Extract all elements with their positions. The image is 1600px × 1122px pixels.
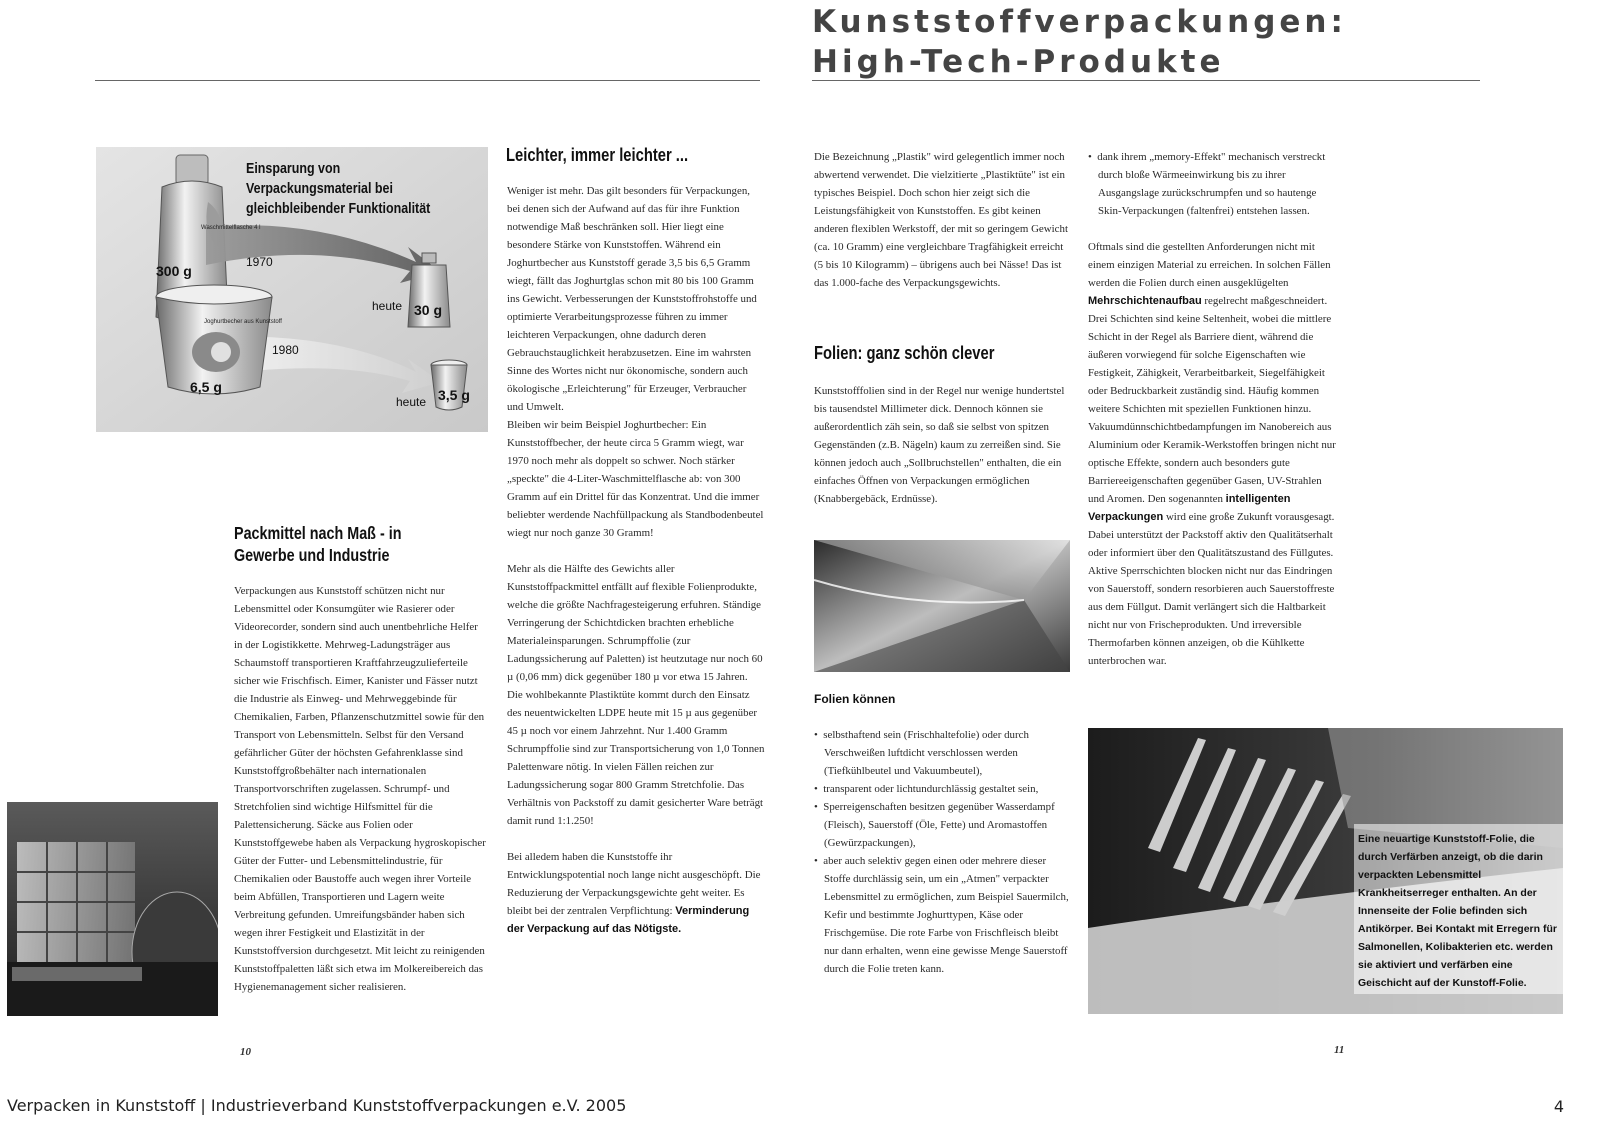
right-page-rule xyxy=(812,80,1480,81)
right-col1-mid-text xyxy=(814,382,1072,508)
right-col2-p-c: wird eine große Zukunft vorausgesagt. Dabei unterstützt der Packstoff aktiv den Qualitätserhalt oder informiert über den Qualitätszustand des Füllgutes. Aktive Sperrschichten blocken nicht nur das Eindringen von Sauerstoff, sondern resorbieren auch Sauerstoffreste aus dem Füllgut. Damit verlängert sich die Haltbarkeit nicht nur von Frischeprodukten. Und irreversible Thermofarben können anzeigen, ob die Kühlkette unterbrochen war. xyxy=(1088,511,1335,667)
folien-bullet-4: • aber auch selektiv gegen einen oder mehrere dieser Stoffe durchlässig sein, um ein „Atmen" verpackter Lebensmittel zu ermöglichen, zum Beispiel Sauermilch, Kefir und bestimmte Joghurttypen, Käse oder Frischgemüse. Die rote Farbe von Frischfleisch bleibt nur dann erhalten, wenn eine gewisse Menge Sauerstoff durch die Folie treten kann. xyxy=(814,852,1072,978)
foil-photo-graphic xyxy=(814,540,1070,672)
folien-koennen-subhead: Folien können xyxy=(814,692,896,706)
folien-bullet-3: • Sperreigenschaften besitzen gegenüber Wasserdampf (Fleisch), Sauerstoff (Öle, Fette) und Aromastoffen (Gewürzpackungen), xyxy=(814,798,1072,852)
year-1970: 1970 xyxy=(246,255,273,269)
foil-photo xyxy=(814,540,1070,672)
page-headline xyxy=(812,2,1452,82)
middle-p4-bold: Verminderung der Verpackung auf das Nötigste. xyxy=(507,905,750,935)
packmittel-paragraph: Verpackungen aus Kunststoff schützen nicht nur Lebensmittel oder Konsumgüter wie Rasierer oder Videorecorder, sondern sind auch unentbehrliche Helfer in der Logistikkette. Mehrweg-Ladungsträger aus Schaumstoff transportieren Kraftfahrzeugzulieferteile sicher wie Frischfisch. Eimer, Kanister und Fässer nutzt die Industrie als Einweg- und Mehrweggebinde für Chemikalien, Farben, Pflanzenschutzmittel sowie für den Transport von Lebensmitteln. Selbst für den Versand gefährlicher Güter der höchsten Gefahrenklasse sind Kunststoffgroßbehälter nach internationalen Transportvorschriften zugelassen. Schrumpf- und Stretchfolien sind wichtige Hilfsmittel für die Palettensicherung. Säcke aus Folien oder Kunststoffgewebe haben als Verpackung hygroskopischer Güter der Futter- und Lebensmittelindustrie, für Chemikalien oder Baustoffe auch wegen ihrer Vorteile beim Abfüllen, Transportieren und Lagern weite Verbreitung gefunden. Umreifungsbänder haben sich wegen ihrer Festigkeit und Elastizität in der Kunststoffversion durchgesetzt. Mit leicht zu reinigenden Kunststoffpaletten läßt sich etwa im Molkereibereich das Hygienemanagement sicher realisieren. xyxy=(234,585,486,993)
right-col1-p1: Die Bezeichnung „Plastik" wird gelegentlich immer noch abwertend verwendet. Die vielzitierte „Plastiktüte" ist ein typisches Beispiel. Doch schon hier zeigt sich die Leistungsfähigkeit von Kunststoffen. Es gibt keinen anderen flexiblen Werkstoff, der mit so geringem Gewicht (ca. 10 Gramm) eine vergleichbare Tragfähigkeit erreicht (5 bis 10 Kilogramm) – übrigens auch bei Nässe! Das ist das 1.000-fache des Verpackungsgewichts. xyxy=(814,151,1068,289)
middle-p3: Mehr als die Hälfte des Gewichts aller Kunststoffpackmittel entfällt auf flexible Folienprodukte, welche die größte Nachfragesteigerung erfuhren. Ständige Verringerung der Schichtdicken brachten erhebliche Materialeinsparungen. Schrumpffolie (zur Ladungssicherung auf Paletten) ist heutzutage nur noch 60 µ (0,06 mm) dick gegenüber 180 µ vor etwa 15 Jahren. Die wohlbekannte Plastiktüte kommt durch den Einsatz des neuentwickelten LDPE heute mit 15 µ aus gegenüber 45 µ noch vor einem Jahrzehnt. Nur 1.400 Gramm Schrumpffolie sind zur Transportsicherung von 1,0 Tonnen Palettenware nötig. In vielen Fällen reichen zur Ladungssicherung sogar 800 Gramm Stretchfolie. Das Verhältnis von Packstoff zu damit gesicherter Ware beträgt damit rund 1:1.250! xyxy=(507,563,765,827)
folien-heading: Folien: ganz schön clever xyxy=(814,343,995,363)
middle-p1: Weniger ist mehr. Das gilt besonders für Verpackungen, bei denen sich der Aufwand auf das für ihre Funktion notwendige Maß beschränken soll. Hier liegt eine besondere Stärke von Kunststoffen. Während ein Joghurtbecher aus Kunststoff gerade 3,5 bis 6,5 Gramm wiegt, fällt das Joghurtglas schon mit 80 bis 100 Gramm ins Gewicht. Verbesserungen der Kunststoffrohstoffe und optimierte Verarbeitungsprozesse führen zu immer leichteren Verpackungen, ohne dadurch deren Gebrauchstauglichkeit herabzusetzen. Eine im wahrsten Sinne des Wortes nicht nur ökonomische, sondern auch ökologische „Erleichterung" für Erzeuger, Verbraucher und Umwelt. xyxy=(507,185,757,413)
left-page-rule xyxy=(95,80,760,81)
year-1980: 1980 xyxy=(272,343,299,357)
mehrschicht-bold: Mehrschichtenaufbau xyxy=(1088,295,1202,307)
middle-p4: Bei alledem haben die Kunststoffe ihr Entwicklungspotential noch lange nicht ausgeschöpft. Die Reduzierung der Verpackungsgewichte geht weiter. Es bleibt bei der zentralen Verpflichtung: xyxy=(507,851,761,917)
leichter-heading: Leichter, immer leichter ... xyxy=(506,145,689,165)
heute-label-1: heute xyxy=(372,299,403,313)
intelligent-bold: intelligenten Verpackungen xyxy=(1088,493,1291,523)
yogurt-cup-icon xyxy=(156,285,272,394)
small-bottle-weight: 30 g xyxy=(414,302,443,318)
cup-weight: 6,5 g xyxy=(190,379,222,395)
folien-bullet-2: • transparent oder lichtundurchlässig gestaltet sein, xyxy=(814,780,1072,798)
bottle-weight: 300 g xyxy=(156,263,192,279)
page-number-right: 11 xyxy=(1334,1044,1345,1056)
bottle-label: Waschmittelflasche 4 l xyxy=(201,225,261,231)
cup-label: Joghurtbecher aus Kunststoff xyxy=(204,319,282,325)
middle-column-text xyxy=(507,182,765,938)
packmittel-heading: Packmittel nach Maß - in Gewerbe und Industrie xyxy=(234,523,402,565)
container-photo-graphic xyxy=(7,802,218,1016)
folien-bullet-list xyxy=(814,726,1072,996)
memory-effekt-bullet: • dank ihrem „memory-Effekt" mechanisch verstreckt durch bloße Wärmeeinwirkung bis zu ihrer Ausgangslage zurückschrumpfen und so hautenge Skin-Verpackungen (faltenfrei) entstehen lassen. xyxy=(1088,148,1340,220)
page-number-left: 10 xyxy=(240,1046,251,1058)
folien-bullet-1: • selbsthaftend sein (Frischhaltefolie) oder durch Verschweißen luftdicht verschlossen werden (Tiefkühlbeutel und Vakuumbeutel), xyxy=(814,726,1072,780)
container-photo xyxy=(7,802,218,1016)
left-column-text xyxy=(234,582,486,996)
right-col1-p2: Kunststofffolien sind in der Regel nur wenige hundertstel bis tausendstel Millimeter dick. Dennoch können sie außerordentlich zäh sein, so daß sie selbst von spitzen Gegenständen (z.B. Nägeln) kaum zu zerreißen sind. Sie können jedoch auch „Sollbruchstellen" enthalten, die ein einfaches Öffnen von Verpackungen ermöglichen (Knabbergebäck, Erdnüsse). xyxy=(814,385,1065,505)
headline-line-1: Kunststoffverpackungen: xyxy=(812,4,1347,40)
right-col1-top-text xyxy=(814,148,1072,292)
small-cup-weight: 3,5 g xyxy=(438,387,470,403)
headline-line-2: High-Tech-Produkte xyxy=(812,44,1225,80)
slide-number: 4 xyxy=(1553,1097,1564,1116)
right-col2-text xyxy=(1088,148,1340,670)
right-col2-p-a: Oftmals sind die gestellten Anforderungen nicht mit einem einzigen Material zu erreichen. In solchen Fällen werden die Folien durch einen ausgeklügelten xyxy=(1088,241,1331,289)
material-savings-figure xyxy=(96,147,488,432)
right-col2-p-b: regelrecht maßgeschneidert. Drei Schichten sind keine Seltenheit, wobei die mittlere Schicht in der Regel als Barriere dient, während die äußeren vorwiegend für solche Eigenschaften wie Festigkeit, Zähigkeit, Verarbeitbarkeit, Siegelfähigkeit oder Bedruckbarkeit zuständig sind. Häufig kommen weitere Schichten mit speziellen Funktionen hinzu. Vakuumdünnschichtbedampfungen im Nanobereich aus Aluminium oder Keramik-Werkstoffen bringen nicht nur optische Effekte, sondern auch besonders gute Barriereeigenschaften gegenüber Gasen, UV-Strahlen und Aromen. Den sogenannten xyxy=(1088,295,1336,505)
middle-p2: Bleiben wir beim Beispiel Joghurtbecher: Ein Kunststoffbecher, der heute circa 5 Gramm wiegt, war 1970 noch mehr als doppelt so schwer. Noch stärker „speckte" die 4-Liter-Waschmittelflasche ab: von 300 Gramm auf ein Drittel für das Konzentrat. Und die immer beliebter werdende Nachfüllpackung als Standbodenbeutel wiegt nur noch ganze 30 Gramm! xyxy=(507,419,764,539)
indicator-foil-caption: Eine neuartige Kunststoff-Folie, die durch Verfärben anzeigt, ob die darin verpackten Lebensmittel Krankheitserreger enthalten. An der Innenseite der Folie befinden sich Antikörper. Bei Kontakt mit Erregern für Salmonellen, Kolibakterien etc. werden sie aktiviert und verfärben eine Geischicht auf der Kunstoff-Folie. xyxy=(1358,833,1557,989)
footer-text: Verpacken in Kunststoff | Industrieverband Kunststoffverpackungen e.V. 2005 xyxy=(7,1096,627,1115)
chart-title: Einsparung von Verpackungsmaterial bei gleichbleibender Funktionalität xyxy=(246,161,431,217)
heute-label-2: heute xyxy=(396,395,427,409)
